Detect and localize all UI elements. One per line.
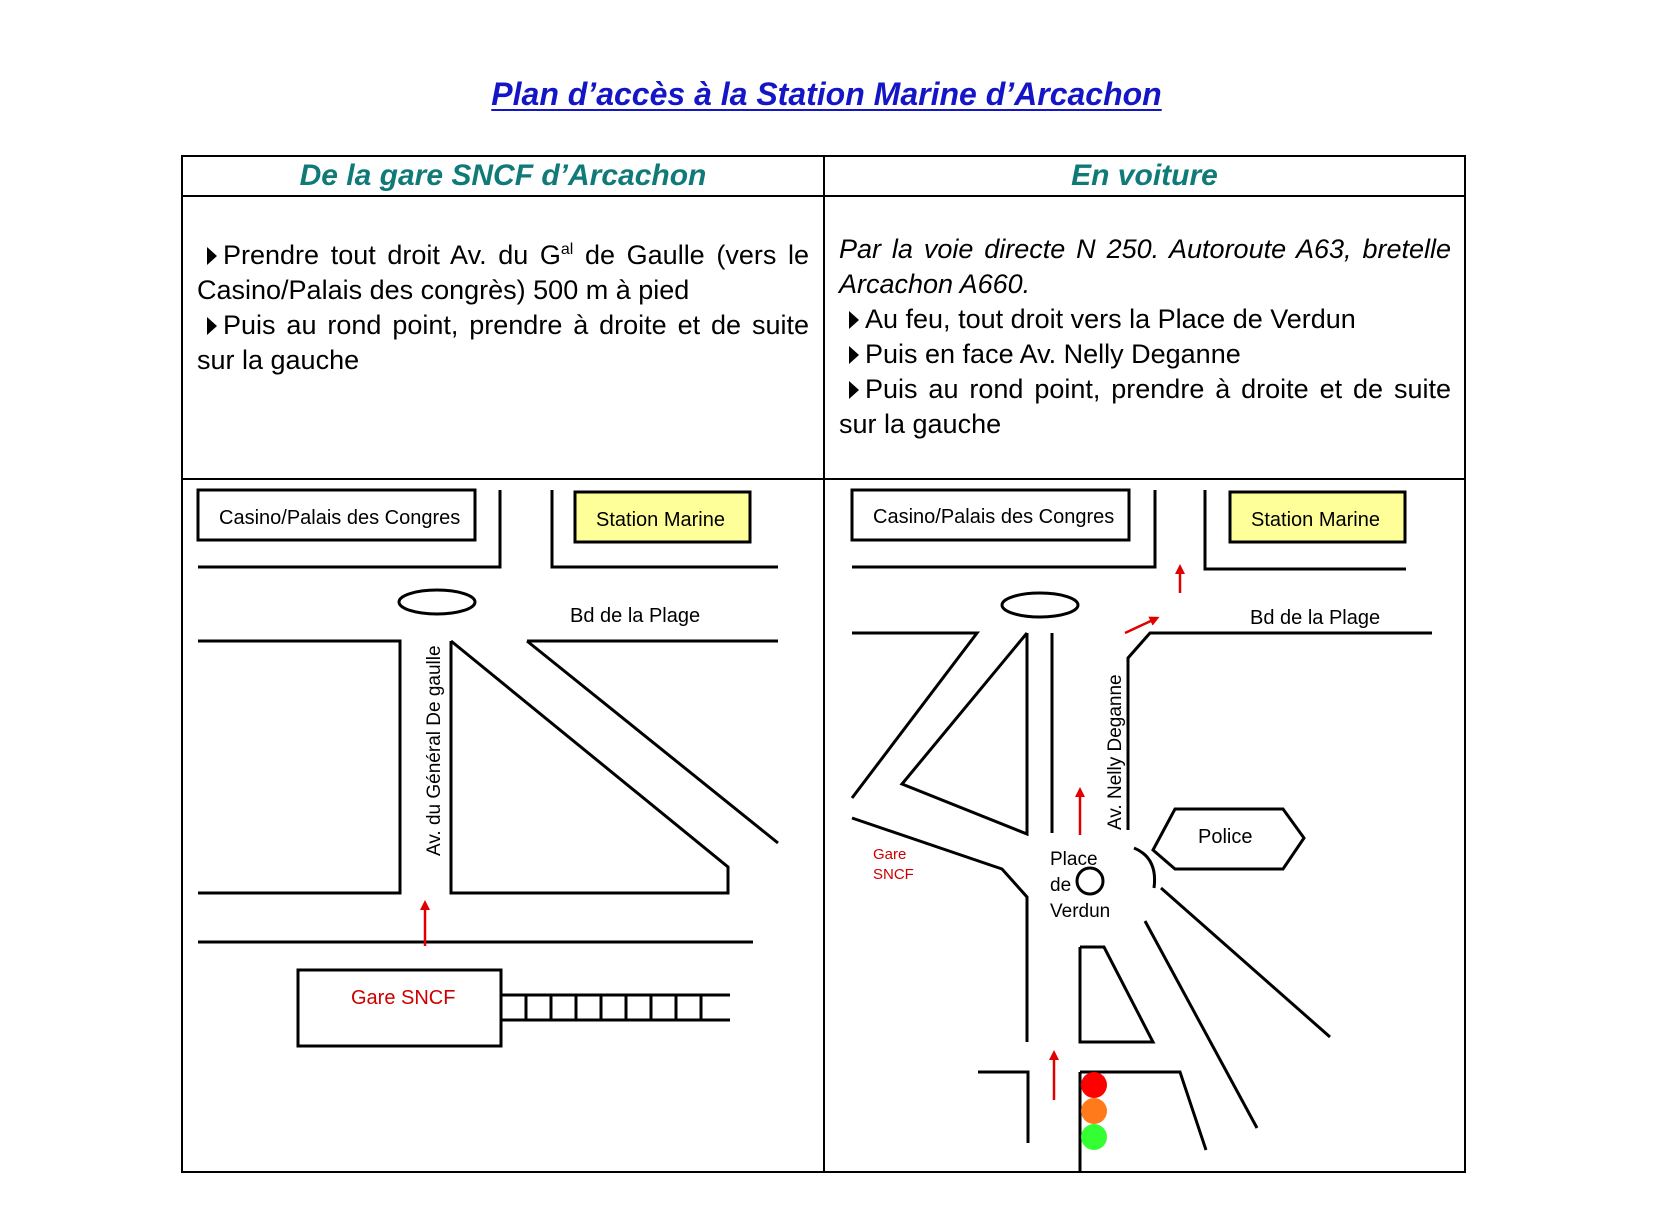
label-gare: Gare SNCF [351, 987, 456, 1009]
label-place-line3: Verdun [1050, 901, 1111, 922]
map-train [198, 490, 778, 1046]
roundabout [1002, 593, 1078, 617]
label-casino: Casino/Palais des Congres [219, 507, 461, 529]
label-station-marine: Station Marine [1251, 509, 1380, 531]
label-avenue: Av. Nelly Deganne [1105, 674, 1126, 830]
street-edge [852, 490, 1155, 567]
label-casino: Casino/Palais des Congres [873, 506, 1115, 528]
street-edge [1161, 888, 1330, 1037]
block-triangle [902, 633, 1027, 834]
street-edge [978, 1072, 1028, 1143]
train-step-1: Prendre tout droit Av. du $G^{al}$ de Gaulle (vers le Casino/Palais des congrès) 500 m à pied [197, 240, 809, 305]
col-heading-car: En voiture [1071, 159, 1218, 192]
label-police: Police [1198, 826, 1253, 848]
rail-ties [526, 995, 701, 1020]
train-step-2: Puis au rond point, prendre à droite et de suite sur la gauche [197, 310, 809, 375]
car-step-3: Puis au rond point, prendre à droite et de suite sur la gauche [839, 374, 1451, 439]
block-outline [198, 641, 400, 893]
label-gare-line2: SNCF [873, 866, 914, 883]
street-edge [1145, 921, 1257, 1128]
map-car [852, 490, 1432, 1172]
car-intro: Par la voie directe N 250. Autoroute A63, bretelle Arcachon A660. [839, 234, 1451, 299]
block-triangle [451, 641, 728, 893]
street-edge [1134, 848, 1155, 888]
label-place-line2: de [1050, 875, 1072, 896]
col-heading-train: De la gare SNCF d’Arcachon [299, 159, 707, 192]
route-arrow-icon [1125, 619, 1155, 633]
roundabout [399, 590, 475, 614]
label-station-marine: Station Marine [596, 509, 725, 531]
label-place-line1: Place [1050, 849, 1098, 870]
car-step-2: Puis en face Av. Nelly Deganne [839, 337, 1451, 372]
label-gare-line1: Gare [873, 846, 907, 863]
label-boulevard: Bd de la Plage [1250, 607, 1381, 629]
block-outline [1080, 947, 1153, 1042]
traffic-light-green [1081, 1124, 1107, 1150]
traffic-light-red [1081, 1072, 1107, 1098]
car-step-1: Au feu, tout droit vers la Place de Verdun [839, 302, 1451, 337]
place-verdun-roundabout [1077, 868, 1103, 894]
traffic-light-icon [1081, 1072, 1107, 1150]
label-boulevard: Bd de la Plage [570, 605, 701, 627]
label-avenue: Av. du Général De gaulle [424, 645, 445, 856]
street-edge [527, 641, 778, 843]
page-title: Plan d’accès à la Station Marine d’Arcachon [491, 76, 1162, 112]
street-edge [1128, 633, 1432, 830]
traffic-light-orange [1081, 1098, 1107, 1124]
